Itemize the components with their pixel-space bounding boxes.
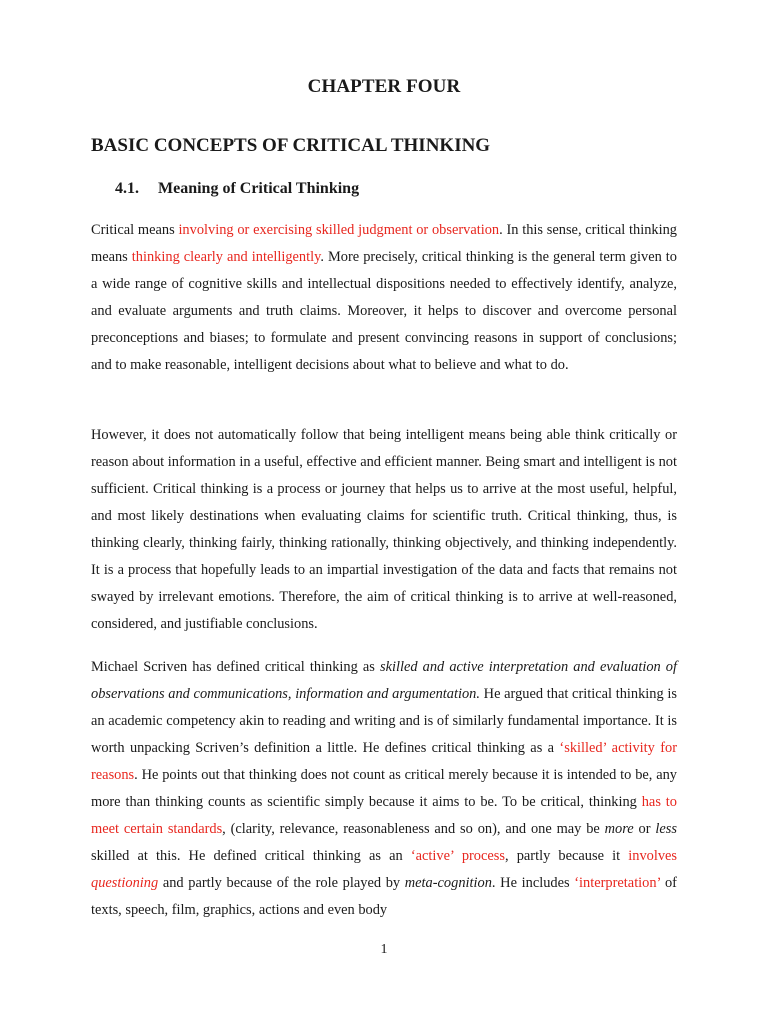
paragraph-3-text: . He points out that thinking does not count as critical merely because it is intended to be, any more than thinking counts as scientific simply because it aims to be. To be critical, thinking (91, 767, 677, 810)
chapter-heading: CHAPTER FOUR (307, 76, 461, 97)
highlight-text: involving or exercising skilled judgment or observation (178, 222, 500, 238)
paragraph-3-text: or (633, 821, 656, 837)
paragraph-3-text: of texts, speech, film, graphics, actions and even body (91, 875, 677, 918)
paragraph-3-text: , partly because it (504, 848, 629, 864)
paragraph-3-text: and partly because of the role played by (158, 875, 405, 891)
page-number: 1 (380, 942, 388, 957)
paragraph-1-text: Critical means (91, 222, 179, 238)
italic-text: more (604, 821, 634, 837)
highlight-text: ‘active’ process (410, 848, 505, 864)
paragraph-1-text: . In this sense, critical thinking means (91, 222, 677, 265)
highlight-text: thinking clearly and intelligently (131, 249, 321, 265)
paragraph-2: However, it does not automatically follow that being intelligent means being able think critically or reason about information in a useful, effective and efficient manner. Being smart and intelligent is not sufficient. Critical thinking is a process or journey that helps us to arrive at the most useful, helpful, and most likely destinations when evaluating claims for scientific truth. Critical thinking, thus, is thinking clearly, thinking fairly, thinking rationally, thinking objectively, and thinking independently. It is a process that hopefully leads to an impartial investigation of the data and facts that remains not swayed by irrelevant emotions. Therefore, the aim of critical thinking is to arrive at well-reasoned, considered, and justifiable conclusions. (91, 427, 677, 632)
paragraph-3-text: , (clarity, relevance, reasonableness and so on), and one may be (222, 821, 605, 837)
italic-text: less (655, 821, 677, 837)
subsection-number: 4.1. (115, 180, 139, 197)
highlight-italic-text: questioning (91, 875, 159, 891)
paragraph-1 (91, 217, 677, 379)
section-heading: BASIC CONCEPTS OF CRITICAL THINKING (91, 135, 491, 156)
italic-text: meta-cognition (404, 875, 492, 891)
highlight-text: ‘interpretation’ (574, 875, 661, 891)
subsection-title: Meaning of Critical Thinking (158, 180, 360, 197)
paragraph-3 (91, 654, 677, 924)
paragraph-3-text: Michael Scriven has defined critical thinking as (91, 659, 380, 675)
paragraph-3-text: . He includes (491, 875, 575, 891)
italic-text: skilled and active interpretation and evaluation of observations and communications, information and argumentation. (91, 659, 677, 702)
highlight-text: ‘skilled’ activity for reasons (91, 740, 677, 783)
highlight-text: involves (628, 848, 678, 864)
paragraph-3-text: skilled at this. He defined critical thinking as an (91, 848, 411, 864)
highlight-text: has to meet certain standards (91, 794, 677, 837)
paragraph-3-text: He argued that critical thinking is an academic competency akin to reading and writing and is of similarly fundamental importance. It is worth unpacking Scriven’s definition a little. He defines critical thinking as a (91, 686, 677, 756)
subsection-heading (115, 180, 359, 198)
paragraph-1-text: . More precisely, critical thinking is the general term given to a wide range of cognitive skills and intellectual dispositions needed to effectively identify, analyze, and evaluate arguments and truth claims. Moreover, it helps to discover and overcome personal preconceptions and biases; to formulate and present convincing reasons in support of conclusions; and to make reasonable, intelligent decisions about what to believe and what to do. (91, 249, 678, 373)
